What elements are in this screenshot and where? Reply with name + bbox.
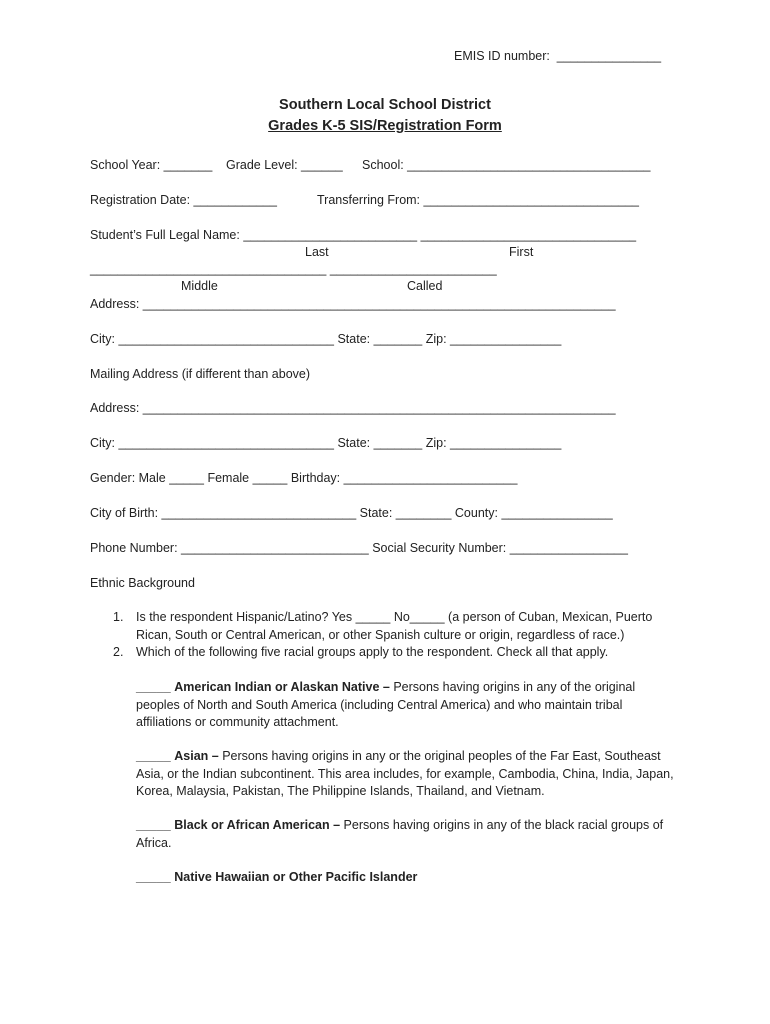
label-last: Last: [305, 245, 329, 259]
race-name: American Indian or Alaskan Native –: [174, 680, 390, 694]
grade-level-field: Grade Level: ______: [226, 158, 343, 172]
race-checkbox-blank: _____: [136, 680, 171, 694]
mailing-address-field: Address: ____________________________________________________________________: [90, 401, 616, 415]
district-title: Southern Local School District: [279, 97, 491, 113]
gender-birthday-field: Gender: Male _____ Female _____ Birthday: _________________________: [90, 471, 518, 485]
phone-ssn-field: Phone Number: ___________________________ Social Security Number: _________________: [90, 541, 628, 555]
question-hispanic-line1: Is the respondent Hispanic/Latino? Yes _____ No_____ (a person of Cuban, Mexican, Puerto: [136, 610, 653, 624]
emis-id-field: EMIS ID number: _______________: [454, 49, 662, 63]
transferring-from-field: Transferring From: _______________________________: [317, 193, 640, 207]
race-name: Asian –: [174, 749, 219, 763]
race-option-pacific-islander: [136, 869, 681, 887]
birth-place-field: City of Birth: ____________________________ State: ________ County: ________________: [90, 506, 613, 520]
label-first: First: [509, 245, 534, 259]
school-year-field: School Year: _______: [90, 158, 213, 172]
form-title: Grades K-5 SIS/Registration Form: [268, 118, 502, 134]
label-called: Called: [407, 279, 443, 293]
race-option-american-indian: [136, 679, 681, 732]
school-field: School: ___________________________________: [362, 158, 651, 172]
mailing-address-heading: Mailing Address (if different than above): [90, 367, 311, 381]
race-option-black: [136, 817, 681, 852]
race-checkbox-blank: _____: [136, 870, 171, 884]
race-checkbox-blank: _____: [136, 749, 171, 763]
name-line-2: __________________________________ ________________________: [90, 262, 497, 276]
question-number: 2.: [113, 645, 124, 659]
city-state-zip-field: City: _______________________________ State: _______ Zip: ________________: [90, 332, 562, 346]
mailing-city-state-zip-field: City: _______________________________ State: _______ Zip: ________________: [90, 436, 562, 450]
question-hispanic-line2: Rican, South or Central American, or other Spanish culture or origin, regardless of race.): [136, 628, 625, 642]
ethnic-background-heading: Ethnic Background: [90, 576, 195, 590]
address-field: Address: ____________________________________________________________________: [90, 297, 616, 311]
label-middle: Middle: [181, 279, 218, 293]
race-checkbox-blank: _____: [136, 818, 171, 832]
race-name: Native Hawaiian or Other Pacific Islander: [174, 870, 418, 884]
race-description: Persons having origins in any of the original peoples of North and South America (including Central America) and who maintain tribal affiliations or community attachment.: [136, 680, 636, 729]
race-description: Persons having origins in any or the original peoples of the Far East, Southeast Asia, or the Indian subcontinent. This area includes, for example, Cambodia, China, India, Japan, Korea, Malaysia, Pakistan, The Philippine Islands, Thailand, and Vietnam.: [136, 749, 674, 798]
full-name-field: Student’s Full Legal Name: _________________________ _______________________________: [90, 228, 637, 242]
race-description: Persons having origins in any of the black racial groups of Africa.: [136, 818, 664, 850]
question-number: 1.: [113, 610, 124, 624]
question-race: Which of the following five racial groups apply to the respondent. Check all that apply.: [136, 645, 609, 659]
registration-date-field: Registration Date: ____________: [90, 193, 277, 207]
race-name: Black or African American –: [174, 818, 341, 832]
race-option-asian: [136, 748, 681, 801]
